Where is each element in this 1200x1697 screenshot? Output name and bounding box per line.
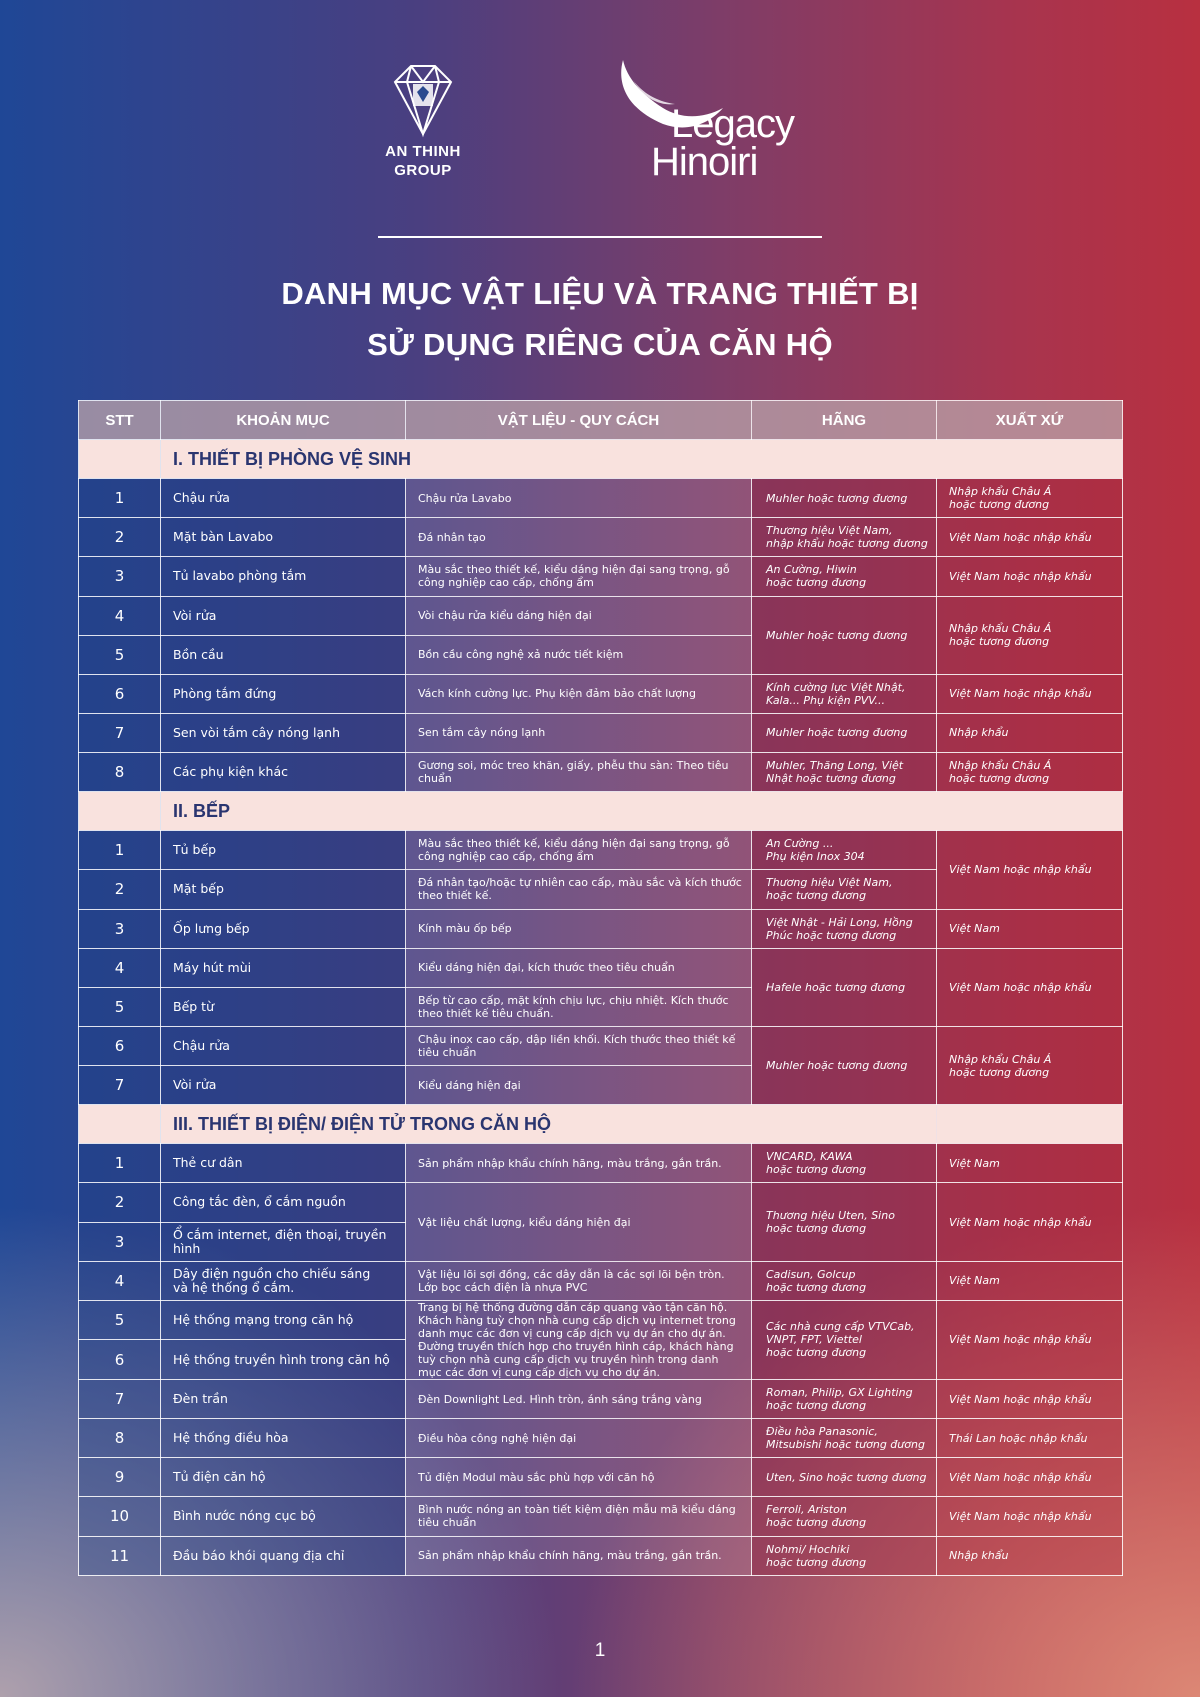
item-cell: Ổ cắm internet, điện thoại, truyền hình (161, 1222, 406, 1261)
an-thinh-group-logo (368, 60, 478, 178)
stt-cell: 5 (79, 635, 161, 674)
item-cell: Phòng tắm đứng (161, 674, 406, 713)
spec-cell: Kiểu dáng hiện đại, kích thước theo tiêu chuẩn (406, 948, 752, 987)
stt-cell: 6 (79, 1026, 161, 1065)
item-cell: Vòi rửa (161, 596, 406, 635)
item-cell: Mặt bàn Lavabo (161, 518, 406, 557)
origin-cell: Việt Nam hoặc nhập khẩu (937, 1497, 1123, 1536)
spec-cell: Đèn Downlight Led. Hình tròn, ánh sáng trắng vàng (406, 1380, 752, 1419)
spec-cell: Bồn cầu công nghệ xả nước tiết kiệm (406, 635, 752, 674)
brand-cell: Uten, Sino hoặc tương đương (752, 1458, 937, 1497)
table-header-row (79, 401, 1123, 440)
header-divider (378, 236, 822, 238)
table-row (79, 713, 1123, 752)
table-row (79, 674, 1123, 713)
spec-cell: Sản phẩm nhập khẩu chính hãng, màu trắng, gắn trần. (406, 1536, 752, 1576)
item-cell: Chậu rửa (161, 479, 406, 518)
spec-cell: Vật liệu lõi sợi đồng, các dây dẫn là các sợi lõi bện tròn. Lớp bọc cách điện là nhựa PVC (406, 1261, 752, 1300)
page-number: 1 (594, 1640, 606, 1661)
item-cell: Hệ thống điều hòa (161, 1419, 406, 1458)
item-cell: Bếp từ (161, 987, 406, 1026)
brand-cell: Ferroli, Ariston hoặc tương đương (752, 1497, 937, 1536)
origin-cell: Việt Nam (937, 909, 1123, 948)
item-cell: Tủ điện căn hộ (161, 1458, 406, 1497)
col-header-origin: XUẤT XỨ (937, 401, 1123, 440)
legacy-line2: Hinoiri (651, 140, 758, 184)
item-cell: Thẻ cư dân (161, 1144, 406, 1183)
brand-cell: VNCARD, KAWA hoặc tương đương (752, 1144, 937, 1183)
table-row (79, 948, 1123, 987)
brand-cell: Muhler, Thăng Long, Việt Nhật hoặc tương đương (752, 753, 937, 792)
origin-cell: Nhập khẩu (937, 1536, 1123, 1576)
section-row (79, 440, 1123, 479)
origin-cell: Việt Nam hoặc nhập khẩu (937, 1300, 1123, 1379)
origin-cell: Thái Lan hoặc nhập khẩu (937, 1419, 1123, 1458)
item-cell: Sen vòi tắm cây nóng lạnh (161, 713, 406, 752)
item-cell: Máy hút mùi (161, 948, 406, 987)
table-row (79, 1536, 1123, 1576)
stt-cell: 6 (79, 1340, 161, 1380)
brand-cell: Thương hiệu Việt Nam, hoặc tương đương (752, 870, 937, 909)
col-header-stt: STT (79, 401, 161, 440)
origin-cell: Việt Nam hoặc nhập khẩu (937, 1183, 1123, 1261)
table-row (79, 831, 1123, 870)
table-row (79, 518, 1123, 557)
brand-cell: Muhler hoặc tương đương (752, 1026, 937, 1104)
item-cell: Vòi rửa (161, 1066, 406, 1105)
spec-cell: Màu sắc theo thiết kế, kiểu dáng hiện đại sang trọng, gỗ công nghiệp cao cấp, chống ẩm (406, 831, 752, 870)
brand-cell: Muhler hoặc tương đương (752, 596, 937, 674)
legacy-line1: Legacy (671, 102, 794, 146)
origin-cell: Việt Nam hoặc nhập khẩu (937, 557, 1123, 596)
stt-cell: 3 (79, 1222, 161, 1261)
section-row (79, 792, 1123, 831)
an-thinh-line1: AN THINH (385, 143, 461, 160)
stt-cell: 1 (79, 831, 161, 870)
stt-cell: 1 (79, 1144, 161, 1183)
origin-cell: Việt Nam hoặc nhập khẩu (937, 831, 1123, 909)
materials-table (78, 400, 1123, 1576)
spec-cell: Gương soi, móc treo khăn, giấy, phễu thu sàn: Theo tiêu chuẩn (406, 753, 752, 792)
origin-cell: Việt Nam (937, 1261, 1123, 1300)
col-header-spec: VẬT LIỆU - QUY CÁCH (406, 401, 752, 440)
brand-cell: Kính cường lực Việt Nhật, Kala... Phụ kiện PVV... (752, 674, 937, 713)
section-row (79, 1105, 1123, 1144)
spec-cell: Kiểu dáng hiện đại (406, 1066, 752, 1105)
stt-cell: 6 (79, 674, 161, 713)
spec-cell: Sen tắm cây nóng lạnh (406, 713, 752, 752)
stt-cell: 4 (79, 948, 161, 987)
col-header-brand: HÃNG (752, 401, 937, 440)
brand-cell: An Cường ... Phụ kiện Inox 304 (752, 831, 937, 870)
origin-cell: Việt Nam hoặc nhập khẩu (937, 1458, 1123, 1497)
origin-cell: Việt Nam hoặc nhập khẩu (937, 674, 1123, 713)
spec-cell: Bếp từ cao cấp, mặt kính chịu lực, chịu nhiệt. Kích thước theo thiết kế tiêu chuẩn. (406, 987, 752, 1026)
spec-cell: Chậu rửa Lavabo (406, 479, 752, 518)
brand-cell: Roman, Philip, GX Lighting hoặc tương đương (752, 1380, 937, 1419)
stt-cell: 2 (79, 1183, 161, 1222)
spec-cell: Màu sắc theo thiết kế, kiểu dáng hiện đại sang trọng, gỗ công nghiệp cao cấp, chống ẩm (406, 557, 752, 596)
item-cell: Tủ lavabo phòng tắm (161, 557, 406, 596)
item-cell: Đèn trần (161, 1380, 406, 1419)
legacy-hinoiri-logo (615, 60, 835, 184)
table-row (79, 1026, 1123, 1065)
spec-cell: Đá nhân tạo (406, 518, 752, 557)
table-row (79, 909, 1123, 948)
table-row (79, 1144, 1123, 1183)
item-cell: Mặt bếp (161, 870, 406, 909)
brand-cell: An Cường, Hiwin hoặc tương đương (752, 557, 937, 596)
spec-cell: Kính màu ốp bếp (406, 909, 752, 948)
stt-cell: 4 (79, 1261, 161, 1300)
stt-cell: 7 (79, 1380, 161, 1419)
table-row (79, 1419, 1123, 1458)
table-row (79, 1183, 1123, 1222)
stt-cell: 7 (79, 1066, 161, 1105)
brand-cell: Thương hiệu Việt Nam, nhập khẩu hoặc tương đương (752, 518, 937, 557)
origin-cell: Việt Nam hoặc nhập khẩu (937, 948, 1123, 1026)
table-row (79, 1300, 1123, 1340)
stt-cell: 10 (79, 1497, 161, 1536)
stt-cell: 9 (79, 1458, 161, 1497)
spec-cell: Vật liệu chất lượng, kiểu dáng hiện đại (406, 1183, 752, 1261)
brand-cell: Thương hiệu Uten, Sino hoặc tương đương (752, 1183, 937, 1261)
brand-cell: Muhler hoặc tương đương (752, 479, 937, 518)
origin-cell: Việt Nam (937, 1144, 1123, 1183)
table-row (79, 596, 1123, 635)
origin-cell: Việt Nam hoặc nhập khẩu (937, 518, 1123, 557)
origin-cell: Nhập khẩu Châu Á hoặc tương đương (937, 753, 1123, 792)
table-row (79, 1458, 1123, 1497)
stt-cell: 3 (79, 557, 161, 596)
stt-cell: 4 (79, 596, 161, 635)
col-header-item: KHOẢN MỤC (161, 401, 406, 440)
spec-cell: Điều hòa công nghệ hiện đại (406, 1419, 752, 1458)
item-cell: Đầu báo khói quang địa chỉ (161, 1536, 406, 1576)
table-row (79, 1261, 1123, 1300)
diamond-icon (383, 60, 463, 140)
spec-cell: Trang bị hệ thống đường dẫn cáp quang vào tận căn hộ. Khách hàng tuỳ chọn nhà cung cấp dịch vụ internet trong danh mục các đơn vị cung cấp dịch vụ dự án cho dự án. Đường truyền thích hợp cho truyền hình cáp, khách hàng tuỳ chọn nhà cung cấp dịch vụ truyền hình trong danh mục các đơn vị cung cấp dịch vụ cho dự án. (406, 1300, 752, 1379)
spec-cell: Tủ điện Modul màu sắc phù hợp với căn hộ (406, 1458, 752, 1497)
spec-cell: Bình nước nóng an toàn tiết kiệm điện mẫu mã kiểu dáng tiêu chuẩn (406, 1497, 752, 1536)
brand-cell: Nohmi/ Hochiki hoặc tương đương (752, 1536, 937, 1576)
stt-cell: 1 (79, 479, 161, 518)
stt-cell: 5 (79, 1300, 161, 1340)
item-cell: Tủ bếp (161, 831, 406, 870)
table-row (79, 557, 1123, 596)
item-cell: Hệ thống truyền hình trong căn hộ (161, 1340, 406, 1380)
item-cell: Công tắc đèn, ổ cắm nguồn (161, 1183, 406, 1222)
brand-cell: Các nhà cung cấp VTVCab, VNPT, FPT, Viettel hoặc tương đương (752, 1300, 937, 1379)
title-line2: SỬ DỤNG RIÊNG CỦA CĂN HỘ (367, 327, 833, 362)
table-row (79, 479, 1123, 518)
item-cell: Dây điện nguồn cho chiếu sáng và hệ thống ổ cắm. (161, 1261, 406, 1300)
item-cell: Hệ thống mạng trong căn hộ (161, 1300, 406, 1340)
table-row (79, 753, 1123, 792)
item-cell: Chậu rửa (161, 1026, 406, 1065)
section-title: II. BẾP (161, 792, 1123, 831)
stt-cell: 7 (79, 713, 161, 752)
item-cell: Ốp lưng bếp (161, 909, 406, 948)
spec-cell: Sản phẩm nhập khẩu chính hãng, màu trắng, gắn trần. (406, 1144, 752, 1183)
brand-cell: Muhler hoặc tương đương (752, 713, 937, 752)
item-cell: Bồn cầu (161, 635, 406, 674)
stt-cell: 8 (79, 1419, 161, 1458)
section-title: III. THIẾT BỊ ĐIỆN/ ĐIỆN TỬ TRONG CĂN HỘ (161, 1105, 937, 1144)
stt-cell: 5 (79, 987, 161, 1026)
title-line1: DANH MỤC VẬT LIỆU VÀ TRANG THIẾT BỊ (281, 276, 919, 311)
item-cell: Các phụ kiện khác (161, 753, 406, 792)
origin-cell: Nhập khẩu (937, 713, 1123, 752)
brand-cell: Cadisun, Golcup hoặc tương đương (752, 1261, 937, 1300)
spec-cell: Vách kính cường lực. Phụ kiện đảm bảo chất lượng (406, 674, 752, 713)
table-row (79, 1497, 1123, 1536)
section-title: I. THIẾT BỊ PHÒNG VỆ SINH (161, 440, 1123, 479)
stt-cell: 2 (79, 870, 161, 909)
item-cell: Bình nước nóng cục bộ (161, 1497, 406, 1536)
an-thinh-line2: GROUP (394, 162, 452, 179)
table-row (79, 1380, 1123, 1419)
stt-cell: 8 (79, 753, 161, 792)
brand-cell: Hafele hoặc tương đương (752, 948, 937, 1026)
origin-cell: Việt Nam hoặc nhập khẩu (937, 1380, 1123, 1419)
spec-cell: Đá nhân tạo/hoặc tự nhiên cao cấp, màu sắc và kích thước theo thiết kế. (406, 870, 752, 909)
page-title (0, 268, 1200, 370)
brand-cell: Điều hòa Panasonic, Mitsubishi hoặc tương đương (752, 1419, 937, 1458)
stt-cell: 2 (79, 518, 161, 557)
spec-cell: Vòi chậu rửa kiểu dáng hiện đại (406, 596, 752, 635)
brand-cell: Việt Nhật - Hải Long, Hồng Phúc hoặc tương đương (752, 909, 937, 948)
spec-cell: Chậu inox cao cấp, dập liền khối. Kích thước theo thiết kế tiêu chuẩn (406, 1026, 752, 1065)
stt-cell: 11 (79, 1536, 161, 1576)
page-header (0, 0, 1200, 360)
origin-cell: Nhập khẩu Châu Á hoặc tương đương (937, 1026, 1123, 1104)
origin-cell: Nhập khẩu Châu Á hoặc tương đương (937, 479, 1123, 518)
origin-cell: Nhập khẩu Châu Á hoặc tương đương (937, 596, 1123, 674)
stt-cell: 3 (79, 909, 161, 948)
